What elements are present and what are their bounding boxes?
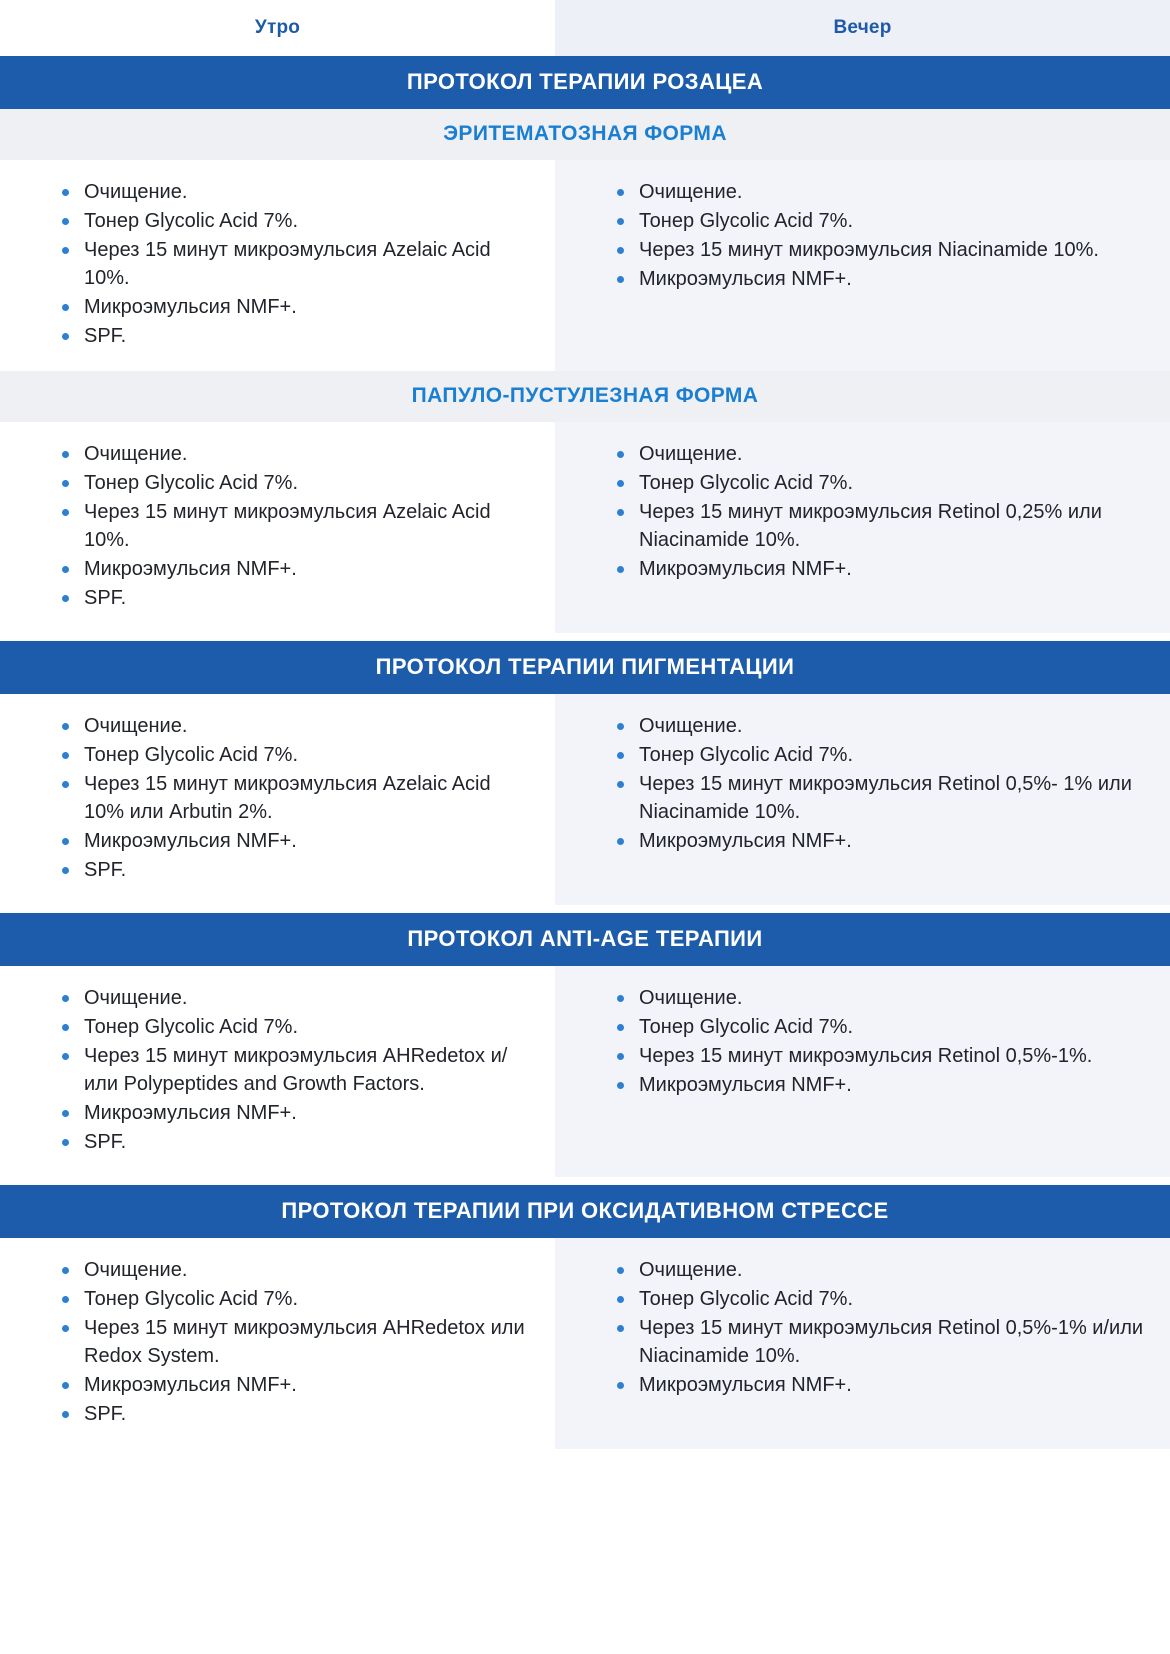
section-banner-rosacea: ПРОТОКОЛ ТЕРАПИИ РОЗАЦЕА — [0, 56, 1170, 109]
list-item: Очищение. — [617, 1256, 1144, 1284]
column-header-morning — [0, 0, 555, 56]
list-item: Через 15 минут микроэмульсия Retinol 0,25% или Niacinamide 10%. — [617, 498, 1144, 554]
list-item: Тонер Glycolic Acid 7%. — [62, 741, 529, 769]
list-item: SPF. — [62, 584, 529, 612]
evening-list-pigmentation — [617, 712, 1144, 855]
content-block-oxidative-stress — [0, 1238, 1170, 1449]
morning-column-pigmentation — [0, 694, 555, 905]
list-item: Через 15 минут микроэмульсия Retinol 0,5%-1% и/или Niacinamide 10%. — [617, 1314, 1144, 1370]
list-item: Через 15 минут микроэмульсия Retinol 0,5%- 1% или Niacinamide 10%. — [617, 770, 1144, 826]
morning-column-oxidative-stress — [0, 1238, 555, 1449]
evening-list-anti-age — [617, 984, 1144, 1099]
list-item: Микроэмульсия NMF+. — [617, 555, 1144, 583]
evening-column-oxidative-stress — [555, 1238, 1170, 1449]
list-item: Очищение. — [62, 440, 529, 468]
section-spacer — [0, 905, 1170, 913]
list-item: Очищение. — [62, 712, 529, 740]
section-banner-anti-age: ПРОТОКОЛ ANTI-AGE ТЕРАПИИ — [0, 913, 1170, 966]
subsection-banner-erythematous: ЭРИТЕМАТОЗНАЯ ФОРМА — [0, 109, 1170, 160]
morning-column-anti-age — [0, 966, 555, 1177]
list-item: Микроэмульсия NMF+. — [617, 1071, 1144, 1099]
list-item: Микроэмульсия NMF+. — [617, 827, 1144, 855]
list-item: Через 15 минут микроэмульсия AHRedetox или Redox System. — [62, 1314, 529, 1370]
list-item: Очищение. — [62, 984, 529, 1012]
list-item: Микроэмульсия NMF+. — [617, 1371, 1144, 1399]
morning-column-erythematous — [0, 160, 555, 371]
list-item: Микроэмульсия NMF+. — [617, 265, 1144, 293]
content-block-pigmentation — [0, 694, 1170, 905]
column-header-evening-label: Вечер — [833, 17, 892, 38]
list-item: Очищение. — [617, 178, 1144, 206]
list-item: Тонер Glycolic Acid 7%. — [617, 207, 1144, 235]
list-item: Микроэмульсия NMF+. — [62, 555, 529, 583]
content-block-erythematous — [0, 160, 1170, 371]
morning-list-oxidative-stress — [62, 1256, 529, 1428]
list-item: Очищение. — [62, 178, 529, 206]
list-item: SPF. — [62, 1400, 529, 1428]
list-item: Тонер Glycolic Acid 7%. — [62, 1285, 529, 1313]
section-spacer — [0, 1177, 1170, 1185]
list-item: Очищение. — [62, 1256, 529, 1284]
list-item: SPF. — [62, 856, 529, 884]
content-block-anti-age — [0, 966, 1170, 1177]
evening-list-papulopustular — [617, 440, 1144, 583]
section-banner-oxidative-stress: ПРОТОКОЛ ТЕРАПИИ ПРИ ОКСИДАТИВНОМ СТРЕССЕ — [0, 1185, 1170, 1238]
list-item: Тонер Glycolic Acid 7%. — [617, 1013, 1144, 1041]
morning-list-erythematous — [62, 178, 529, 350]
morning-column-papulopustular — [0, 422, 555, 633]
list-item: Через 15 минут микроэмульсия Niacinamide 10%. — [617, 236, 1144, 264]
evening-list-oxidative-stress — [617, 1256, 1144, 1399]
morning-list-pigmentation — [62, 712, 529, 884]
list-item: SPF. — [62, 322, 529, 350]
evening-column-pigmentation — [555, 694, 1170, 905]
evening-column-anti-age — [555, 966, 1170, 1177]
list-item: Через 15 минут микроэмульсия Retinol 0,5%-1%. — [617, 1042, 1144, 1070]
list-item: Через 15 минут микроэмульсия Azelaic Acid 10%. — [62, 236, 529, 292]
list-item: Микроэмульсия NMF+. — [62, 293, 529, 321]
subsection-banner-papulopustular: ПАПУЛО-ПУСТУЛЕЗНАЯ ФОРМА — [0, 371, 1170, 422]
list-item: Через 15 минут микроэмульсия AHRedetox и/или Polypeptides and Growth Factors. — [62, 1042, 529, 1098]
column-header-row — [0, 0, 1170, 56]
column-header-evening — [555, 0, 1170, 56]
list-item: Тонер Glycolic Acid 7%. — [617, 469, 1144, 497]
list-item: SPF. — [62, 1128, 529, 1156]
list-item: Тонер Glycolic Acid 7%. — [62, 207, 529, 235]
list-item: Через 15 минут микроэмульсия Azelaic Acid 10%. — [62, 498, 529, 554]
column-header-morning-label: Утро — [254, 17, 301, 38]
list-item: Микроэмульсия NMF+. — [62, 1371, 529, 1399]
list-item: Тонер Glycolic Acid 7%. — [617, 741, 1144, 769]
section-spacer — [0, 633, 1170, 641]
list-item: Очищение. — [617, 984, 1144, 1012]
evening-column-erythematous — [555, 160, 1170, 371]
morning-list-papulopustular — [62, 440, 529, 612]
list-item: Очищение. — [617, 440, 1144, 468]
list-item: Тонер Glycolic Acid 7%. — [62, 469, 529, 497]
list-item: Через 15 минут микроэмульсия Azelaic Acid 10% или Arbutin 2%. — [62, 770, 529, 826]
evening-column-papulopustular — [555, 422, 1170, 633]
list-item: Микроэмульсия NMF+. — [62, 1099, 529, 1127]
list-item: Микроэмульсия NMF+. — [62, 827, 529, 855]
evening-list-erythematous — [617, 178, 1144, 293]
list-item: Очищение. — [617, 712, 1144, 740]
section-banner-pigmentation: ПРОТОКОЛ ТЕРАПИИ ПИГМЕНТАЦИИ — [0, 641, 1170, 694]
morning-list-anti-age — [62, 984, 529, 1156]
list-item: Тонер Glycolic Acid 7%. — [617, 1285, 1144, 1313]
content-block-papulopustular — [0, 422, 1170, 633]
list-item: Тонер Glycolic Acid 7%. — [62, 1013, 529, 1041]
